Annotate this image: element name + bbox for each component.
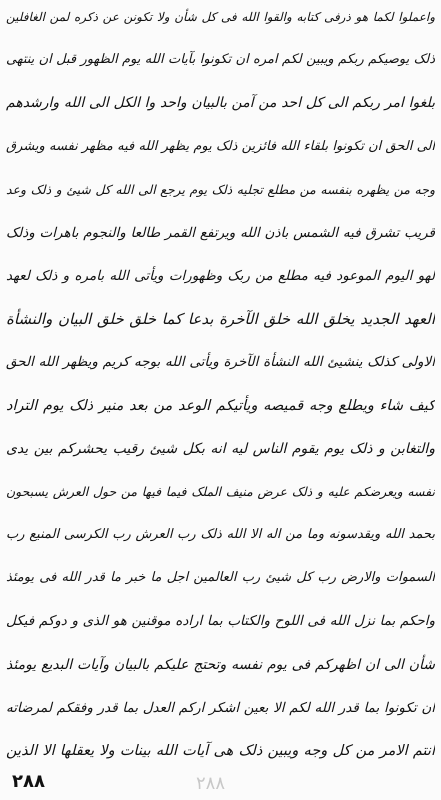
manuscript-line: کیف شاء ویطلع وجه قمیصه ویأتیکم الوعد من بعد منیر ذلک یوم التراد xyxy=(6,397,435,414)
manuscript-line: شأن الی ان اظهرکم فی یوم نفسه وتحتج علیکم بالبیان وآیات البدیع یومئذ xyxy=(6,656,435,673)
manuscript-line: واحکم بما نزل الله فی اللوح والکتاب بما اراده موقنین هو الذی و دوکم فیکل xyxy=(6,613,435,630)
manuscript-line: واعملوا لکما هو ذرفی کتابه والقوا الله فی کل شأن ولا تکونن عن ذکره لمن الغافلین xyxy=(6,10,435,24)
manuscript-line: الاولی کذلک ینشیئ الله النشأة الآخرة ویأتی الله بوجه کریم ویظهر الله الحق xyxy=(6,354,435,371)
manuscript-line: انتم الامر من کل وجه ویبین ذلک هی آیات الله بینات ولا یعقلها الا الذین xyxy=(6,742,435,759)
manuscript-line: والتغابن و ذلک یوم یقوم الناس لیه انه بکل شیئ رقیب یحشرکم بین یدی xyxy=(6,440,435,457)
manuscript-line: ذلک یوصیکم ربکم ویبین لکم امره ان تکونوا بآیات الله یوم الظهور قبل ان ینتهی xyxy=(6,52,435,68)
manuscript-line: بلغوا امر ربکم الی کل احد من آمن بالبیان واحد وا الکل الی الله وارشدهم xyxy=(6,95,435,112)
manuscript-line: وجه من یظهره بنفسه من مطلع تجلیه ذلک یوم یرجع الی الله کل شیئ و ذلک وعد xyxy=(6,181,435,197)
manuscript-line: العهد الجدید یخلق الله خلق الآخرة بدعا کما خلق خلق البیان والنشأة xyxy=(6,310,435,329)
manuscript-line: نفسه ویعرضکم علیه و ذلک عرض منیف الملک فیما فیها من حول العرش یسبحون xyxy=(6,483,435,499)
page-number: ۲۸۸ xyxy=(12,771,45,792)
manuscript-line: قریب تشرق فیه الشمس باذن الله ویرتفع القمر طالعا والنجوم باهرات وذلک xyxy=(6,224,435,241)
manuscript-line: الی الحق ان تکونوا بلقاء الله فائزین ذلک یوم یظهر الله فیه مظهر نفسه ویشرق xyxy=(6,138,435,154)
manuscript-line: لهو الیوم الموعود فیه مطلع من ربک وظهورات ویأتی الله بامره و ذلک لعهد xyxy=(6,268,435,285)
manuscript-line: ان تکونوا بما قدر الله لکم الا بعین اشکر ارکم العدل بما قدر وفقکم لمرضاته xyxy=(6,699,435,716)
manuscript-line: بحمد الله ویقدسونه وما من اله الا الله ذلک رب العرش رب الکرسی المنیع رب xyxy=(6,527,435,543)
faded-page-number: ۲۸۸ xyxy=(196,773,226,794)
manuscript-text-block xyxy=(6,4,435,764)
manuscript-line: السموات والارض رب کل شیئ رب العالمین اجل ما خبر ما قدر الله فی یومئذ xyxy=(6,570,435,586)
